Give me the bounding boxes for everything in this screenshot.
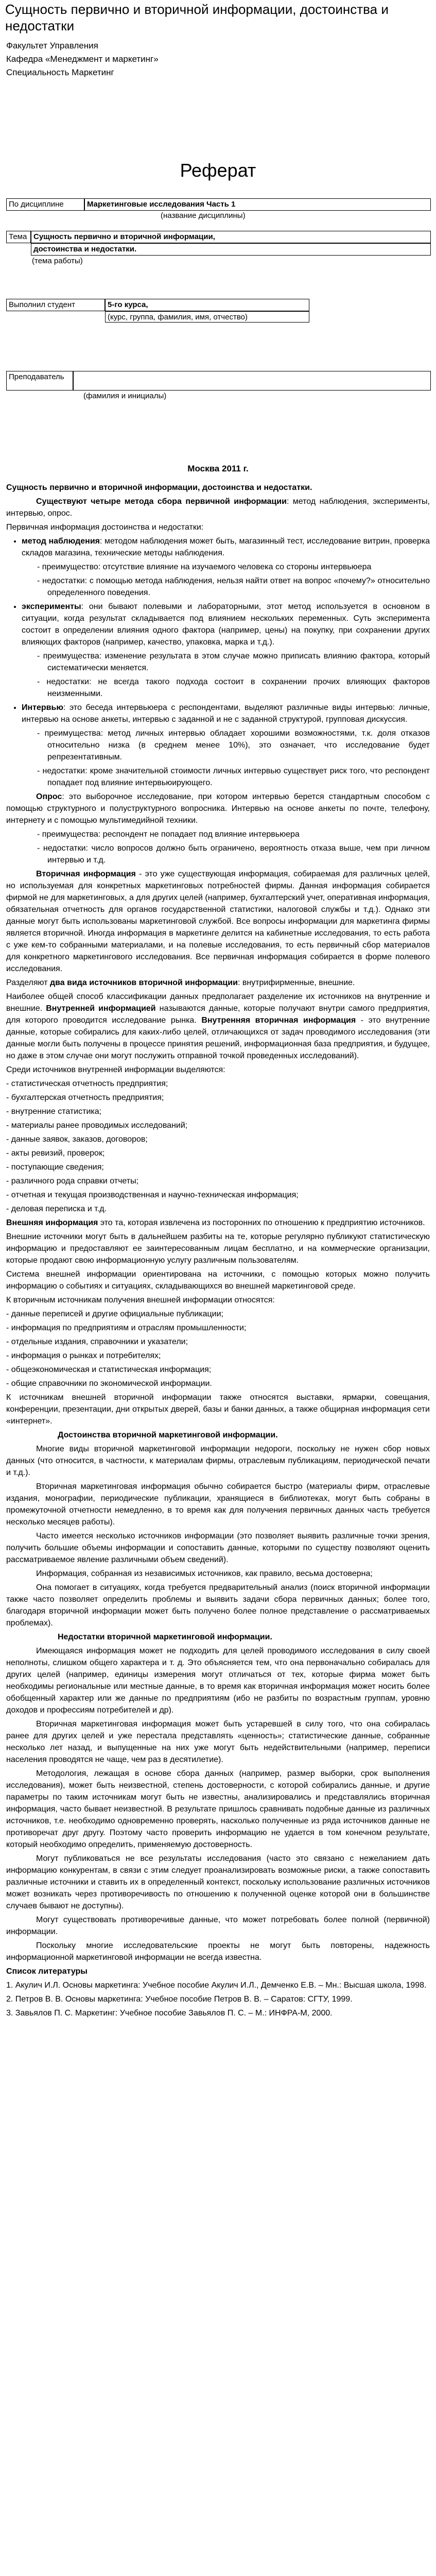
topic-line-1: Сущность первично и вторичной информации, [31, 231, 431, 243]
specialty-line: Специальность Маркетинг [6, 67, 114, 77]
reference-item-2: 3. Завьялов П. С. Маркетинг: Учебное пособие Завьялов П. С. – М.: ИНФРА-М, 2000. [6, 2009, 333, 2018]
external-info-paragraph [6, 1217, 430, 1229]
performer-block [6, 299, 431, 325]
discipline-label: По дисциплине [6, 198, 84, 211]
internal-sources-label: Среди источников внутренней информации выделяются: [6, 1065, 225, 1074]
experiment-bold: эксперименты [22, 602, 81, 611]
external-item-2: - отдельные издания, справочники и указатели; [6, 1337, 188, 1346]
disadvantages-paragraph-1: Имеющаяся информация может не подходить для целей проводимого исследования в силу своей неполноты, слишком общего характера и т. д. Это объясняется тем, что она первоначально собиралась для других целей (например, единицы измерения могут отличаться от тех, которые фирма может быть необходимы региональные или местные данные, в то время как вторичная информация может носить более обобщенный характер или же данные по предприятиям (ибо не разбиты по возрастным группам, уровню доходов и профессиям потребителей и др). [6, 1647, 430, 1715]
disadvantages-paragraph-4: Могут публиковаться не все результаты исследования (часто это связано с нежеланием дать информацию конкурентам, в связи с этим следует проанализировать возможные риски, а также сопоставить различные источники и ставить их в определенный контекст, поскольку использование различных источников может возникать через противоречивость по отношению к полученной оценке которой они в большинстве случаев бывают не доступны). [6, 1854, 430, 1910]
discipline-block [6, 198, 431, 224]
external-item-5: - общие справочники по экономической информации. [6, 1379, 212, 1388]
advantages-paragraph-2: Вторичная маркетинговая информация обычно собирается быстро (материалы фирм, отраслевые издания, монографии, периодические публикации, хранящиеся в библиотеках, могут быть собраны в промежуточной отчетности немедленно, в то время как для получения первичных данных часть требуется несколько месяцев работы). [6, 1482, 430, 1527]
references-heading: Список литературы [6, 1967, 88, 1976]
observation-item [22, 535, 430, 559]
external-item-3: - информация о рынках и потребителях; [6, 1351, 161, 1360]
secondary-bold: Вторичная информация [36, 870, 136, 878]
topic-label: Тема [6, 231, 31, 243]
internal-item-3: - материалы ранее проводимых исследований; [6, 1121, 188, 1130]
external-item-4: - общеэкономическая и статистическая информация; [6, 1365, 212, 1374]
survey-minus: - недостатки: число вопросов должно быть ограничено, вероятность отказа выше, чем при личном интервью и т.д. [37, 844, 430, 865]
survey-bold: Опрос [36, 792, 62, 801]
disadvantages-heading: Недостатки вторичной маркетинговой информации. [58, 1633, 272, 1641]
survey-text: : это выборочное исследование, при котором интервью берется стандартным способом с помощью структурного и полуструктурного вопросника. Интервью на основе анкеты по почте, телефону, интернету и с помощью мультимедийной техники. [6, 792, 430, 825]
disadvantages-paragraph-2: Вторичная маркетинговая информация может быть устаревшей в силу того, что она собиралась ранее для других целей и уже перестала представлять «ценность»; статистические данные, собранные несколько лет назад, и выпущенные на них уже могут быть недействительными (например, переписи населения проводятся не чаще, чем раз в десятилетие). [6, 1720, 430, 1764]
teacher-block [6, 371, 431, 402]
methods-label: Первичная информация достоинства и недостатки: [6, 523, 204, 532]
advantages-paragraph-4: Информация, собранная из независимых источников, как правило, весьма достоверна; [36, 1569, 373, 1578]
class-bold-2: Внутренняя вторичная информация [201, 1016, 356, 1025]
report-body [6, 482, 430, 2021]
report-type-title: Реферат [180, 160, 256, 181]
method-observation [6, 535, 430, 559]
split-rest: : внутрифирменные, внешние. [237, 978, 355, 987]
advantages-paragraph-5: Она помогает в ситуациях, когда требуется предварительный анализ (поиск вторичной информации также часто позволяет определить проблемы и выявить задачи сбора первичных данных; более того, благодаря вторичной информации может быть получено более полное представление о рассматриваемых проблемах). [6, 1583, 430, 1628]
observation-minus: - недостатки: с помощью метода наблюдения, нельзя найти ответ на вопрос «почему?» относительно определенного поведения. [37, 577, 430, 597]
experiment-minus: - недостатки: не всегда такого подхода состоит в сохранении прочих влияющих факторов неизменными. [37, 677, 430, 698]
internal-item-7: - различного рода справки отчеты; [6, 1177, 139, 1185]
body-heading: Сущность первично и вторичной информации, достоинства и недостатки. [6, 483, 312, 492]
interview-bold: Интервью [22, 703, 64, 712]
disadvantages-paragraph-3: Методология, лежащая в основе сбора данных (например, размер выборки, срок выполнения исследования), может быть неизвестной, степень достоверности, с которой собирались данные, и другие параметры по таким источникам могут быть не известны, анализировались и представлялись вторичная информация, часто бывает неизвестной. В результате пришлось сравнивать подобные данные из различных источников, т.е. необходимо одновременно проверять, насколько полученные из ряда источников данные не противоречат друг другу. Поэтому часто проверить информацию не удается в том конечном результате, который необходимо определить, применяемую достоверность. [6, 1769, 430, 1849]
intro-text: : метод наблюдения, эксперименты, интервью, опрос. [6, 497, 430, 518]
class-mid: называются данные, которые получают внутри самого предприятия, для которого проводится исследование рынка. [6, 1004, 430, 1025]
internal-item-6: - поступающие сведения; [6, 1163, 104, 1172]
topic-hint: (тема работы) [32, 257, 83, 265]
split-bold: два вида источников вторичной информации [49, 978, 238, 987]
external-paragraph-2: Внешние источники могут быть в дальнейшем разбиты на те, которые регулярно публикуют статистическую информацию и предоставляют ее заинтересованным лицам бесплатно, и на коммерческие организации, которые продают свою информационную услугу различным пользователям. [6, 1232, 430, 1265]
reference-item-1: 2. Петров В. В. Основы маркетинга: Учебное пособие Петров В. В. – Саратов: СГТУ, 1999. [6, 1995, 353, 2004]
external-sources-label: К вторичным источникам получения внешней информации относятся: [6, 1296, 275, 1304]
disadvantages-paragraph-5: Могут существовать противоречивые данные, что может потребовать более полной (первичной) информации. [6, 1916, 430, 1936]
discipline-hint: (название дисциплины) [161, 211, 246, 220]
external-item-1: - информация по предприятиям и отраслям промышленности; [6, 1324, 247, 1332]
external-text: это та, которая извлечена из посторонних по отношению к предприятию источников. [98, 1218, 425, 1227]
interview-text: : это беседа интервьюера с респондентами, выделяют различные виды интервью: личные, интервью на основе анкеты, интервью с заданной и не с заданной структурой, групповая дискуссия. [22, 703, 430, 724]
interview-plus: - преимущества: метод личных интервью обладает хорошими возможностями, т.к. доля отказов относительно низка (в среднем менее 10%), это означает, что исследование будет репрезентативным. [37, 729, 430, 761]
external-bold: Внешняя информация [6, 1218, 98, 1227]
secondary-text: - это уже существующая информация, собираемая для различных целей, но используемая для конкретных маркетинговых потребностей фирмы. Данная информация собирается фирмой не для маркетинговых, а для других целей (например, бухгалтерский учет, оперативная информация, обязательная отчетность для органов государственной статистики, налоговой службы и т.д.). Однако эти данные могут быть использованы маркетинговой службой. Все вопросы информации для маркетинга фирмы является вторичной. Иногда информация в маркетинге делится на кабинетные исследования, то есть работа с уже кем-то собранными материалами, и на полевые исследования, то есть первичный сбор материалов для конкретного маркетингового исследования. Все первичная информация собирается в форме полевого исследования. [6, 870, 430, 973]
teacher-value [73, 371, 431, 391]
experiment-plus: - преимущества: изменение результата в этом случае можно приписать влиянию фактора, который систематически меняется. [37, 652, 430, 672]
advantages-heading: Достоинства вторичной маркетинговой информации. [58, 1431, 278, 1439]
experiment-item [22, 601, 430, 648]
class-rest: - это внутренние данные, которые собирались для каких-либо целей, отличающихся от задач проводимого исследования (эти данные могли быть получены в процессе принятия решений, информационная база предприятия, и будущее, но даже в этом случае они могут послужить отправной точкой проведенных исследований). [6, 1016, 430, 1060]
performer-hint: (курс, группа, фамилия, имя, отчество) [105, 311, 309, 323]
teacher-hint: (фамилия и инициалы) [83, 392, 167, 400]
advantages-paragraph-3: Часто имеется несколько источников информации (это позволяет выявить различные точки зрения, получить большие объемы информации и сопоставить данные, которыми по существу позволяют оценить рассматриваемое явление различными объем сведений). [6, 1532, 430, 1564]
city-year: Москва 2011 г. [187, 464, 249, 473]
internal-item-5: - акты ревизий, проверок; [6, 1149, 105, 1158]
interview-item [22, 702, 430, 725]
class-bold-1: Внутренней информацией [46, 1004, 156, 1013]
external-paragraph-4: К источникам внешней вторичной информации также относятся выставки, ярмарки, совещания, конференции, презентации, дни открытых дверей, базы и банки данных, а также общирная информация сети «интернет». [6, 1393, 430, 1426]
faculty-line: Факультет Управления [6, 41, 98, 50]
interview-minus: - недостатки: кроме значительной стоимости личных интервью существует риск того, что респондент попадает под влияние интервьюирующего. [37, 767, 430, 787]
split-pre: Разделяют [6, 978, 50, 987]
internal-item-2: - внутренние статистика; [6, 1107, 102, 1116]
discipline-value: Маркетинговые исследования Часть 1 [84, 198, 431, 211]
method-experiment [6, 601, 430, 648]
performer-value: 5-го курса, [105, 299, 309, 311]
class-pre: Наиболее общей способ классификации данных предполагает разделение их источников на внутренние и внешние. [6, 992, 430, 1013]
teacher-label: Преподаватель [6, 371, 73, 391]
topic-line-2: достоинства и недостатки. [31, 243, 431, 256]
intro-paragraph [6, 496, 430, 519]
method-interview [6, 702, 430, 725]
classification-paragraph [6, 991, 430, 1062]
internal-item-4: - данные заявок, заказов, договоров; [6, 1135, 148, 1144]
topic-block [6, 231, 431, 272]
disadvantages-paragraph-6: Поскольку многие исследовательские проекты не могут быть повторены, надежность информационной маркетинговой информации не всегда известна. [6, 1941, 430, 1962]
observation-bold: метод наблюдения [22, 537, 100, 546]
internal-item-8: - отчетная и текущая производственная и научно-техническая информация; [6, 1191, 299, 1199]
internal-item-1: - бухгалтерская отчетность предприятия; [6, 1093, 164, 1102]
internal-item-0: - статистическая отчетность предприятия; [6, 1079, 168, 1088]
survey-plus: - преимущества: респондент не попадает под влияние интервьюера [37, 830, 300, 839]
department-line: Кафедра «Менеджмент и маркетинг» [6, 54, 159, 64]
reference-item-0: 1. Акулич И.Л. Основы маркетинга: Учебное пособие Акулич И.Л., Демченко Е.В. – Мн.: Высшая школа, 1998. [6, 1981, 427, 1990]
observation-text: : методом наблюдения может быть, магазинный тест, исследование витрин, проверка складов магазина, технические методы наблюдения. [22, 537, 430, 557]
observation-plus: - преимущество: отсутствие влияние на изучаемого человека со стороны интервьюера [37, 563, 372, 571]
advantages-paragraph-1: Многие виды вторичной маркетинговой информации недороги, поскольку не нужен сбор новых данных (что относится, в частности, к материалам фирмы, отраслевым публикациям, периодической печати и т.д.). [6, 1445, 430, 1477]
split-paragraph [6, 977, 430, 989]
performer-label: Выполнил студент [6, 299, 105, 311]
intro-bold: Существуют четыре метода сбора первичной информации [36, 497, 287, 506]
survey-paragraph [6, 791, 430, 826]
external-paragraph-3: Система внешней информации ориентирована на источники, с помощью которых можно получить информацию о событиях и ситуациях, складывающихся во внешней маркетинговой среде. [6, 1270, 430, 1291]
internal-item-9: - деловая переписка и т.д. [6, 1205, 107, 1213]
external-item-0: - данные переписей и другие официальные публикации; [6, 1310, 223, 1318]
secondary-info-paragraph [6, 868, 430, 975]
document-title: Сущность первично и вторичной информации, достоинства и недостатки [5, 2, 389, 33]
experiment-text: : они бывают полевыми и лабораторными, этот метод используется в основном в ситуации, когда результат складывается под влиянием нескольких переменных. Суть эксперимента состоит в определении влияния одного фактора (например, цены) на покупку, при сохранении других влияющих факторов (например, качество, упаковка, марка и т.д.). [22, 602, 430, 647]
